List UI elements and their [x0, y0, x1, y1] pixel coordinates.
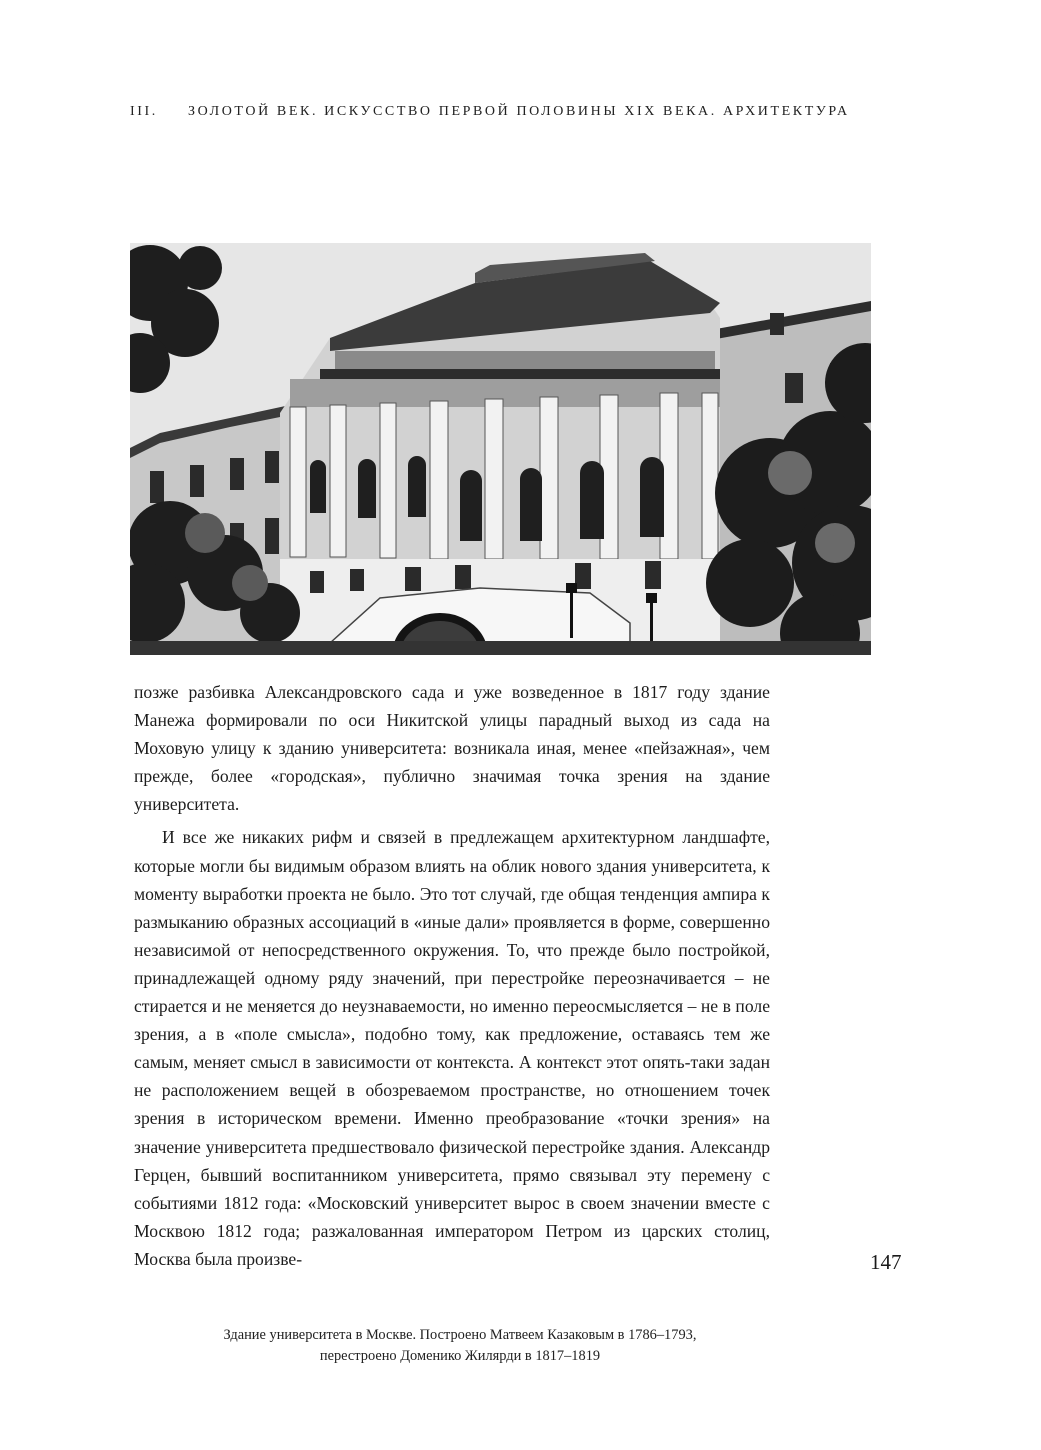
- body-text: [134, 678, 770, 1273]
- running-head-title: ЗОЛОТОЙ ВЕК. ИСКУССТВО ПЕРВОЙ ПОЛОВИНЫ XIX ВЕКА. АРХИТЕКТУРА: [188, 104, 850, 119]
- paragraph-2: И все же никаких рифм и связей в предлежащем архитектурном ландшафте, которые могли бы видимым образом влиять на облик нового здания университета, к моменту выработки проекта не было. Это тот случай, где общая тенденция ампира к размыканию образных ассоциаций в «иные дали» проявляется в форме, совершенно независимой от непосредственного окружения. То, что прежде было постройкой, принадлежащей одному ряду значений, при перестройке переозначивается – не стирается и не меняется до неузнаваемости, но именно переосмысляется – не в поле зрения, а в «поле смысла», подобно тому, как предложение, оставаясь тем же самым, меняет смысл в зависимости от контекста. А контекст этот опять-таки задан не расположением вещей в обозреваемом пространстве, но отношением точек зрения в историческом времени. Именно преобразование «точки зрения» на значение университета предшествовало физической перестройке здания. Александр Герцен, бывший воспитанником университета, прямо связывал эту перемену с событиями 1812 года: «Московский университет вырос в своем значении вместе с Москвою 1812 года; разжалованная императором Петром из царских столиц, Москва была произве-: [134, 827, 770, 1269]
- photo-illustration: [130, 243, 871, 655]
- photo-caption: [130, 1325, 790, 1367]
- running-head: [130, 104, 890, 120]
- university-building-photo: [130, 243, 871, 655]
- caption-line-2: перестроено Доменико Жилярди в 1817–1819: [319, 1348, 601, 1364]
- page-number: 147: [870, 1250, 902, 1274]
- chapter-number: III.: [130, 104, 158, 119]
- caption-line-1: Здание университета в Москве. Построено Матвеем Казаковым в 1786–1793,: [223, 1327, 697, 1343]
- paragraph-1: позже разбивка Александровского сада и уже возведенное в 1817 году здание Манежа формировали по оси Никитской улицы парадный выход из сада на Моховую улицу к зданию университета: возникала иная, менее «пейзажная», чем прежде, более «городская», публично значимая точка зрения на здание университета.: [134, 682, 770, 815]
